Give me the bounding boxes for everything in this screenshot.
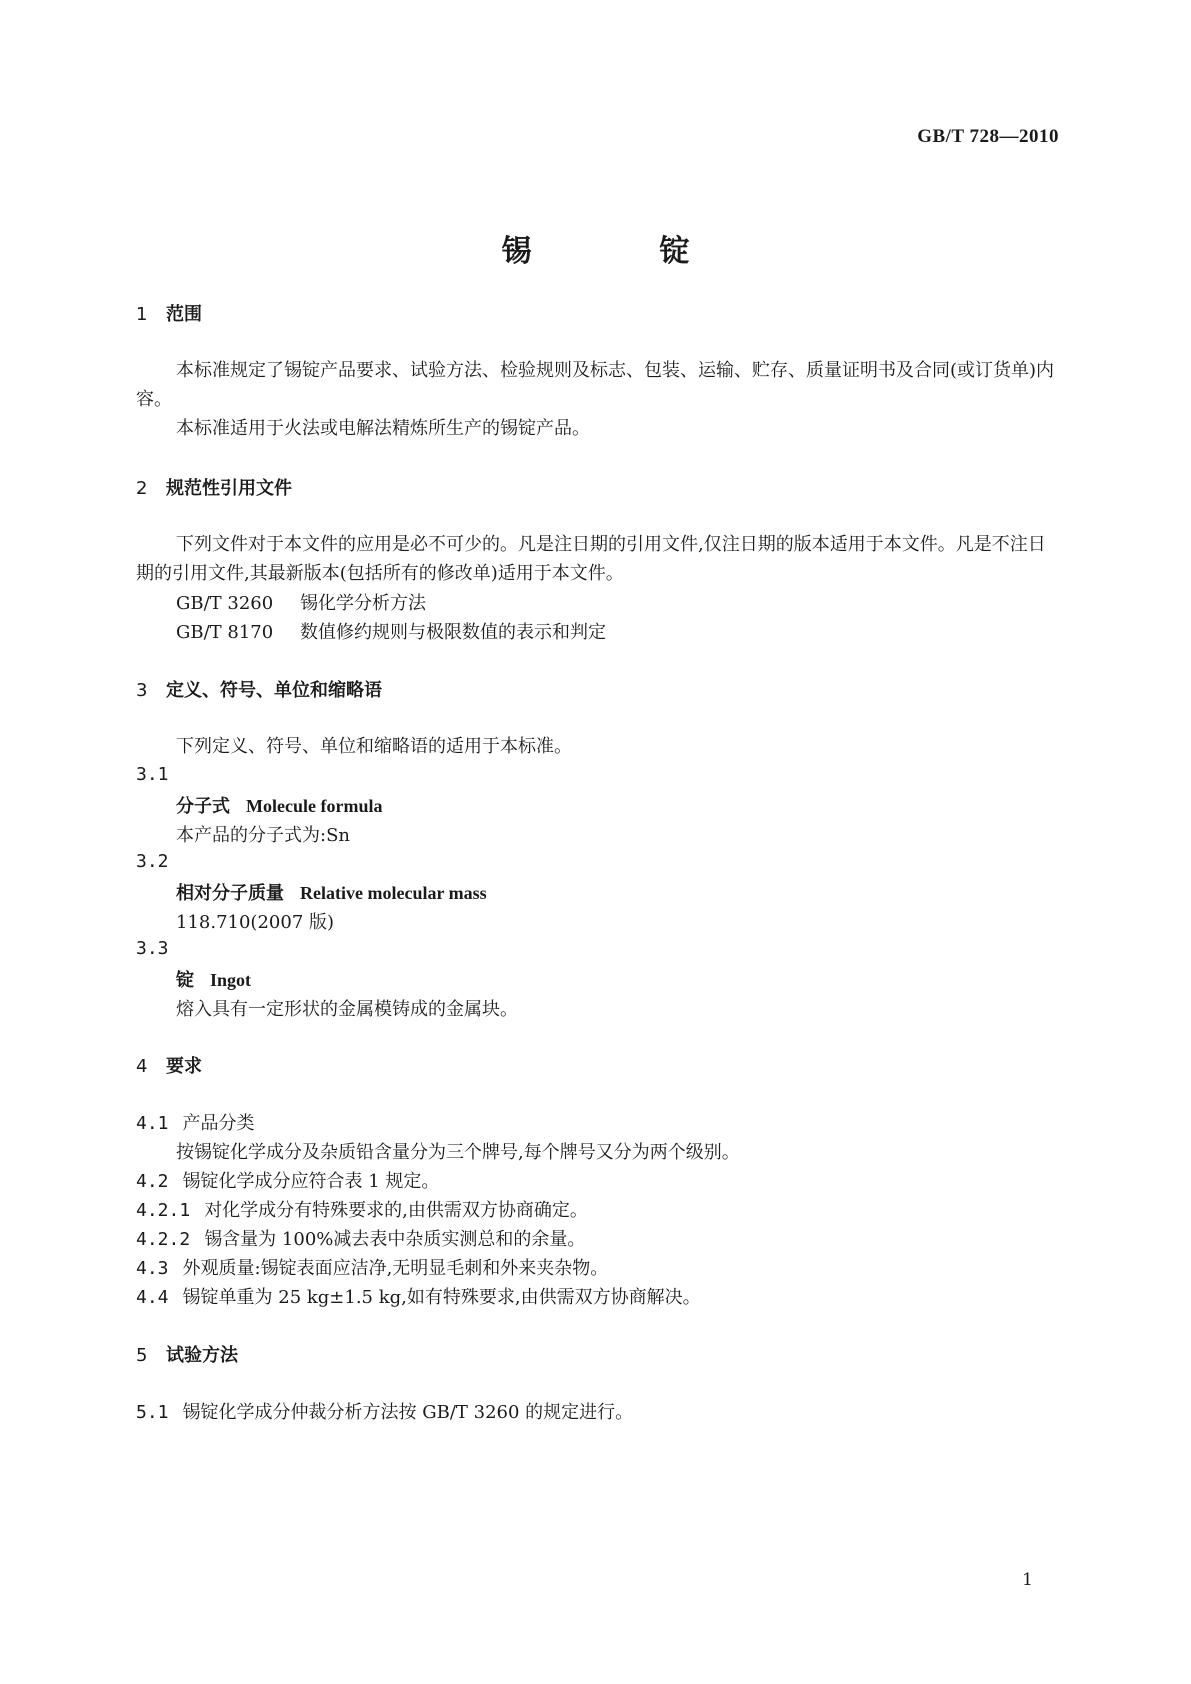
page-number: 1 bbox=[1022, 1570, 1033, 1590]
reference-name: 数值修约规则与极限数值的表示和判定 bbox=[300, 622, 606, 643]
section-title: 试验方法 bbox=[166, 1345, 238, 1366]
section-number: 4 bbox=[136, 1056, 148, 1077]
document-title: 锡锭 bbox=[501, 234, 818, 269]
clause-line bbox=[136, 1225, 585, 1251]
reference-code: GB/T 8170 bbox=[176, 622, 274, 643]
section-title: 定义、符号、单位和缩略语 bbox=[166, 680, 382, 701]
term-heading bbox=[176, 966, 251, 992]
section-title: 范围 bbox=[166, 304, 202, 325]
clause-text: 锡锭化学成分仲裁分析方法按 GB/T 3260 的规定进行。 bbox=[182, 1402, 634, 1423]
term-heading bbox=[176, 792, 382, 818]
clause-number: 3.2 bbox=[136, 851, 169, 872]
clause-line bbox=[136, 1283, 701, 1309]
clause-line bbox=[136, 1196, 588, 1222]
reference-code: GB/T 3260 bbox=[176, 593, 274, 614]
clause-line bbox=[136, 1109, 255, 1135]
section-number: 5 bbox=[136, 1345, 148, 1366]
clause-number: 4.4 bbox=[136, 1287, 169, 1308]
section-3-heading bbox=[136, 676, 382, 702]
clause-number: 4.2 bbox=[136, 1171, 169, 1192]
standard-number: GB/T 728—2010 bbox=[917, 126, 1059, 147]
term-chinese: 锭 bbox=[176, 970, 194, 991]
clause-number: 4.2.1 bbox=[136, 1200, 191, 1221]
term-definition: 118.710(2007 版) bbox=[176, 912, 335, 933]
clause-number: 4.1 bbox=[136, 1113, 169, 1134]
section-1-paragraph-2: 本标准适用于火法或电解法精炼所生产的锡锭产品。 bbox=[176, 418, 590, 439]
reference-item bbox=[176, 618, 606, 644]
reference-item bbox=[176, 589, 426, 615]
term-english: Molecule formula bbox=[246, 796, 383, 816]
clause-number: 3.1 bbox=[136, 764, 169, 785]
reference-name: 锡化学分析方法 bbox=[300, 593, 426, 614]
section-number: 2 bbox=[136, 478, 148, 499]
clause-line bbox=[136, 1167, 439, 1193]
clause-number: 3.3 bbox=[136, 938, 169, 959]
term-english: Relative molecular mass bbox=[300, 883, 487, 903]
section-1-paragraph-1: 本标准规定了锡锭产品要求、试验方法、检验规则及标志、包装、运输、贮存、质量证明书及合同(或订货单)内容。 bbox=[136, 360, 1055, 410]
term-definition: 本产品的分子式为:Sn bbox=[176, 825, 350, 846]
clause-number: 4.3 bbox=[136, 1258, 169, 1279]
clause-text: 锡锭单重为 25 kg±1.5 kg,如有特殊要求,由供需双方协商解决。 bbox=[182, 1287, 701, 1308]
section-4-heading bbox=[136, 1052, 202, 1078]
clause-text: 外观质量:锡锭表面应洁净,无明显毛刺和外来夹杂物。 bbox=[182, 1258, 609, 1279]
term-definition: 熔入具有一定形状的金属模铸成的金属块。 bbox=[176, 999, 518, 1020]
clause-text: 锡锭化学成分应符合表 1 规定。 bbox=[182, 1171, 440, 1192]
clause-text: 锡含量为 100%减去表中杂质实测总和的余量。 bbox=[204, 1229, 586, 1250]
section-number: 1 bbox=[136, 304, 148, 325]
term-heading bbox=[176, 879, 487, 905]
term-chinese: 相对分子质量 bbox=[176, 883, 284, 904]
term-chinese: 分子式 bbox=[176, 796, 230, 817]
section-5-heading bbox=[136, 1341, 238, 1367]
clause-text: 对化学成分有特殊要求的,由供需双方协商确定。 bbox=[204, 1200, 588, 1221]
section-title: 要求 bbox=[166, 1056, 202, 1077]
clause-line bbox=[136, 1398, 633, 1424]
section-title: 规范性引用文件 bbox=[166, 478, 292, 499]
section-2-paragraph-1: 下列文件对于本文件的应用是必不可少的。凡是注日期的引用文件,仅注日期的版本适用于本文件。凡是不注日期的引用文件,其最新版本(包括所有的修改单)适用于本文件。 bbox=[136, 534, 1046, 584]
section-number: 3 bbox=[136, 680, 148, 701]
clause-text: 产品分类 bbox=[182, 1113, 255, 1134]
term-english: Ingot bbox=[210, 970, 252, 990]
section-1-heading bbox=[136, 300, 202, 326]
section-3-paragraph-1: 下列定义、符号、单位和缩略语的适用于本标准。 bbox=[176, 736, 572, 757]
clause-number: 5.1 bbox=[136, 1402, 169, 1423]
clause-text: 按锡锭化学成分及杂质铅含量分为三个牌号,每个牌号又分为两个级别。 bbox=[176, 1142, 740, 1163]
clause-line bbox=[136, 1254, 608, 1280]
clause-number: 4.2.2 bbox=[136, 1229, 191, 1250]
section-2-heading bbox=[136, 474, 292, 500]
